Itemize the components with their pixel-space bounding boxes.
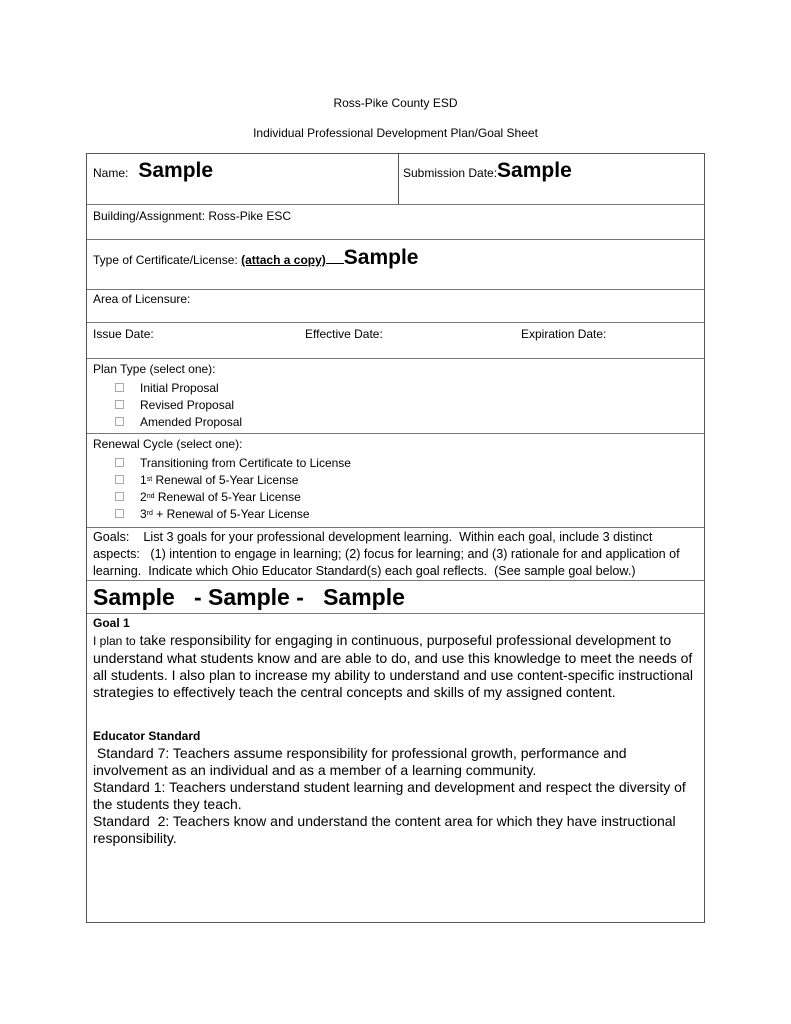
- org-name: Ross-Pike County ESD: [333, 96, 458, 110]
- plan-type-label: Plan Type (select one):: [93, 362, 216, 376]
- ordinal-suffix: st: [146, 476, 153, 483]
- checkbox[interactable]: [115, 383, 124, 392]
- certificate-label: Type of Certificate/License:: [93, 253, 238, 267]
- option-label: Renewal of 5-Year License: [154, 489, 301, 504]
- educator-standard-title: Educator Standard: [93, 729, 201, 743]
- ordinal-suffix: rd: [146, 510, 153, 517]
- renewal-cycle-section: [87, 434, 704, 528]
- name-field[interactable]: [93, 159, 213, 183]
- checkbox[interactable]: [115, 475, 124, 484]
- checkbox[interactable]: [115, 509, 124, 518]
- option-label: + Renewal of 5-Year License: [152, 506, 310, 521]
- standard-item: Standard 1: Teachers understand student learning and development and respect the diversity of the students they teach.: [93, 779, 686, 812]
- certificate-value: Sample: [343, 246, 419, 269]
- plan-type-section: [87, 359, 704, 434]
- issue-date-field[interactable]: Issue Date:: [93, 327, 154, 341]
- effective-date-field[interactable]: Effective Date:: [305, 327, 383, 341]
- goals-instructions: Goals: List 3 goals for your professional development learning. Within each goal, include 3 distinct aspects: (1) intention to engage in learning; (2) focus for learning; and (3) rationale for and application of learning. Indicate which Ohio Educator Standard(s) each goal reflects. (See sample goal below.): [87, 528, 704, 581]
- checkbox[interactable]: [115, 400, 124, 409]
- goal-text: [93, 632, 698, 701]
- checkbox[interactable]: [115, 417, 124, 426]
- option-number: 3: [140, 506, 147, 521]
- plan-type-option[interactable]: [93, 413, 698, 430]
- plan-form: [86, 153, 705, 923]
- licensure-area-field[interactable]: [87, 290, 704, 323]
- name-label: Name:: [93, 166, 129, 180]
- standard-item: Standard 7: Teachers assume responsibility for professional growth, performance and involvement as an individual and as a member of a learning community.: [93, 745, 631, 778]
- document-title: Individual Professional Development Plan/Goal Sheet: [253, 126, 538, 140]
- dates-row: [87, 323, 704, 359]
- option-label: Renewal of 5-Year License: [152, 472, 299, 487]
- renewal-option[interactable]: [93, 471, 698, 488]
- submission-date-field[interactable]: [403, 159, 572, 183]
- goal-prefix: I plan to: [93, 634, 136, 648]
- ordinal-suffix: nd: [146, 493, 155, 500]
- submission-date-value: Sample: [497, 159, 572, 182]
- attach-copy-note: (attach a copy): [241, 253, 326, 267]
- renewal-option[interactable]: [93, 488, 698, 505]
- name-row: [87, 154, 704, 205]
- renewal-option[interactable]: [93, 454, 698, 471]
- option-number: 2: [140, 489, 147, 504]
- option-label: Revised Proposal: [140, 397, 235, 412]
- building-field[interactable]: [87, 205, 704, 240]
- option-number: 1: [140, 472, 147, 487]
- building-label: Building/Assignment: Ross-Pike ESC: [93, 209, 292, 223]
- certificate-field[interactable]: [87, 240, 704, 290]
- plan-type-option[interactable]: [93, 396, 698, 413]
- licensure-area-label: Area of Licensure:: [93, 292, 191, 306]
- standard-item: Standard 2: Teachers know and understand the content area for which they have instructional responsibility.: [93, 813, 680, 846]
- expiration-date-field[interactable]: Expiration Date:: [521, 327, 607, 341]
- plan-type-option[interactable]: [93, 379, 698, 396]
- goal-title: Goal 1: [93, 616, 130, 630]
- option-label: Amended Proposal: [140, 414, 243, 429]
- option-label: Initial Proposal: [140, 380, 219, 395]
- renewal-cycle-label: Renewal Cycle (select one):: [93, 437, 243, 451]
- goal-1-section[interactable]: [87, 614, 704, 922]
- submission-date-label: Submission Date:: [403, 166, 498, 180]
- checkbox[interactable]: [115, 458, 124, 467]
- option-label: Transitioning from Certificate to License: [140, 455, 351, 470]
- renewal-option[interactable]: [93, 505, 698, 522]
- name-value: Sample: [138, 159, 214, 182]
- sample-banner: Sample - Sample - Sample: [87, 581, 704, 614]
- goal-body: take responsibility for engaging in continuous, purposeful professional development to understand what students know and are able to do, and use this knowledge to meet the needs of all students. I also plan to increase my ability to understand and use content-specific instructional strategies to effectively teach the central concepts and skills of my assigned content.: [93, 632, 693, 700]
- checkbox[interactable]: [115, 492, 124, 501]
